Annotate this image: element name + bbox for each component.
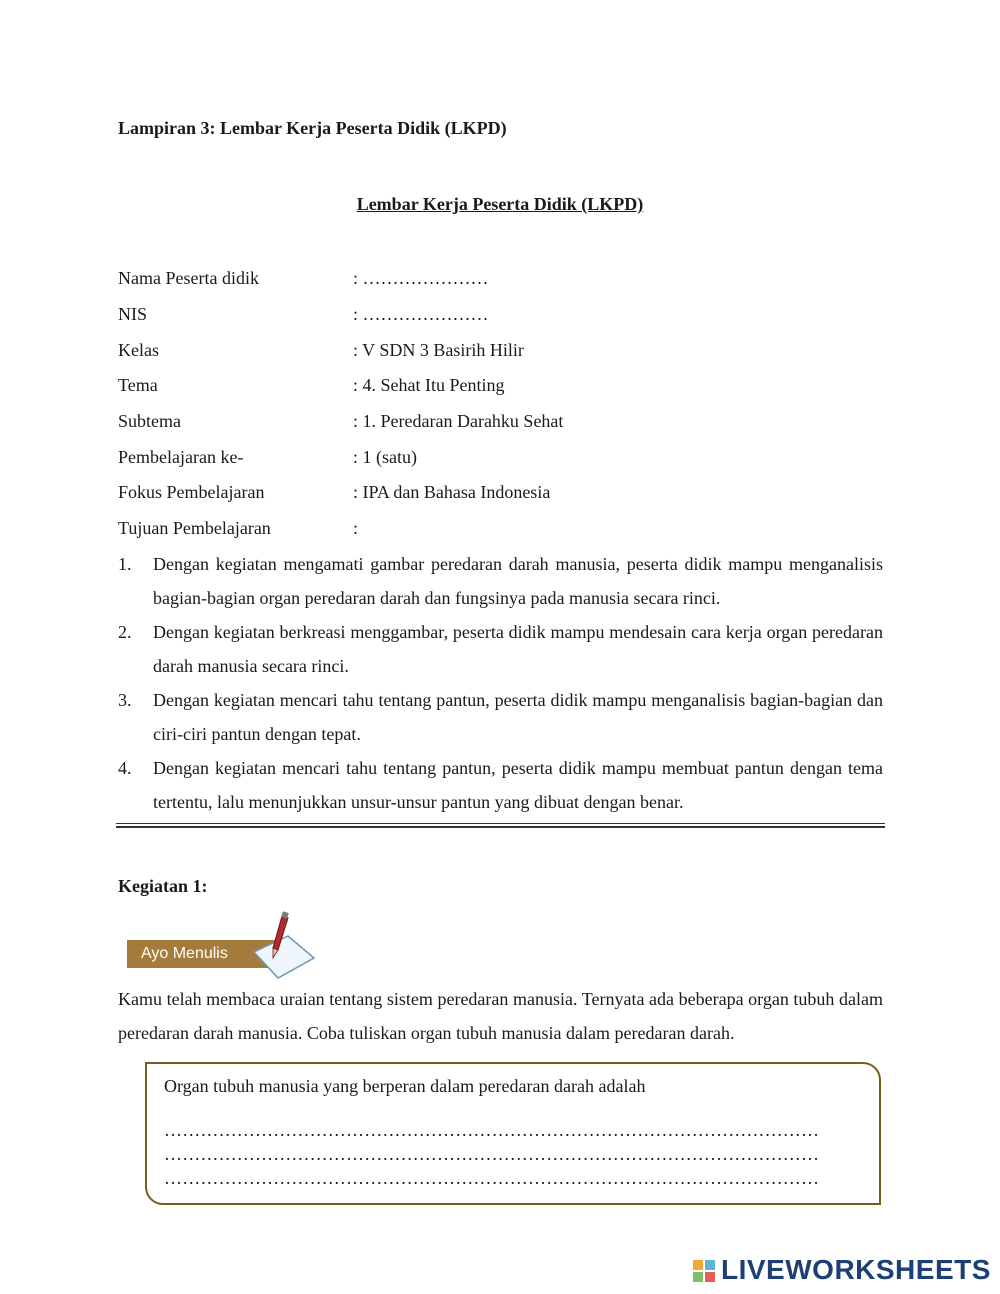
field-theme <box>118 375 888 405</box>
goal-item <box>118 615 883 683</box>
divider-rule <box>116 823 885 824</box>
field-label: NIS <box>118 304 148 324</box>
field-nis <box>118 304 888 334</box>
field-label: Tema <box>118 375 158 395</box>
field-value: : ………………… <box>353 304 489 324</box>
field-value: : 4. Sehat Itu Penting <box>353 375 505 395</box>
goal-item <box>118 683 883 751</box>
field-label: Subtema <box>118 411 181 431</box>
field-value: : V SDN 3 Basirih Hilir <box>353 340 524 360</box>
field-learning-goals <box>118 518 888 548</box>
goal-number: 4. <box>118 758 132 778</box>
goal-text: Dengan kegiatan mencari tahu tentang pantun, peserta didik mampu membuat pantun dengan tema tertentu, lalu menunjukkan unsur-unsur pantun yang dibuat dengan benar. <box>153 758 883 812</box>
field-label: Pembelajaran ke- <box>118 447 244 467</box>
field-value: : IPA dan Bahasa Indonesia <box>353 482 551 502</box>
field-subtheme <box>118 411 888 441</box>
answer-line[interactable]: ……………………………………………………………………………………………… <box>164 1168 820 1188</box>
field-class <box>118 340 888 370</box>
field-value: : ………………… <box>353 268 489 288</box>
answer-prompt: Organ tubuh manusia yang berperan dalam peredaran darah adalah <box>164 1076 646 1096</box>
goal-text: Dengan kegiatan mencari tahu tentang pantun, peserta didik mampu menganalisis bagian-bagian dan ciri-ciri pantun dengan tepat. <box>153 690 883 744</box>
field-label: Tujuan Pembelajaran <box>118 518 271 538</box>
document-title: Lembar Kerja Peserta Didik (LKPD) <box>356 194 644 214</box>
field-lesson-number <box>118 447 888 477</box>
field-value: : 1 (satu) <box>353 447 417 467</box>
pencil-paper-icon <box>248 906 320 987</box>
goal-number: 1. <box>118 554 132 574</box>
badge-label: Ayo Menulis <box>141 945 228 962</box>
brand-name: LIVEWORKSHEETS <box>721 1254 991 1285</box>
field-label: Nama Peserta didik <box>118 268 259 288</box>
divider-rule <box>116 826 885 828</box>
goal-text: Dengan kegiatan berkreasi menggambar, peserta didik mampu mendesain cara kerja organ peredaran darah manusia secara rinci. <box>153 622 883 676</box>
field-value: : 1. Peredaran Darahku Sehat <box>353 411 564 431</box>
activity-instructions: Kamu telah membaca uraian tentang sistem peredaran manusia. Ternyata ada beberapa organ tubuh dalam peredaran darah manusia. Coba tuliskan organ tubuh manusia dalam peredaran darah. <box>118 989 883 1043</box>
answer-line[interactable]: ……………………………………………………………………………………………… <box>164 1144 820 1164</box>
goal-number: 3. <box>118 690 132 710</box>
goal-item <box>118 751 883 819</box>
goal-item <box>118 547 883 615</box>
field-learning-focus <box>118 482 888 512</box>
logo-grid-icon <box>693 1252 717 1288</box>
field-label: Fokus Pembelajaran <box>118 482 265 502</box>
field-value: : <box>353 518 359 538</box>
goal-text: Dengan kegiatan mengamati gambar peredaran darah manusia, peserta didik mampu menganalisis bagian-bagian organ peredaran darah dan fungsinya pada manusia secara rinci. <box>153 554 883 608</box>
activity-label: Kegiatan 1: <box>118 876 208 896</box>
goal-number: 2. <box>118 622 132 642</box>
answer-line[interactable]: ……………………………………………………………………………………………… <box>164 1120 820 1140</box>
field-label: Kelas <box>118 340 159 360</box>
field-student-name <box>118 268 888 298</box>
appendix-title: Lampiran 3: Lembar Kerja Peserta Didik (LKPD) <box>118 118 507 138</box>
